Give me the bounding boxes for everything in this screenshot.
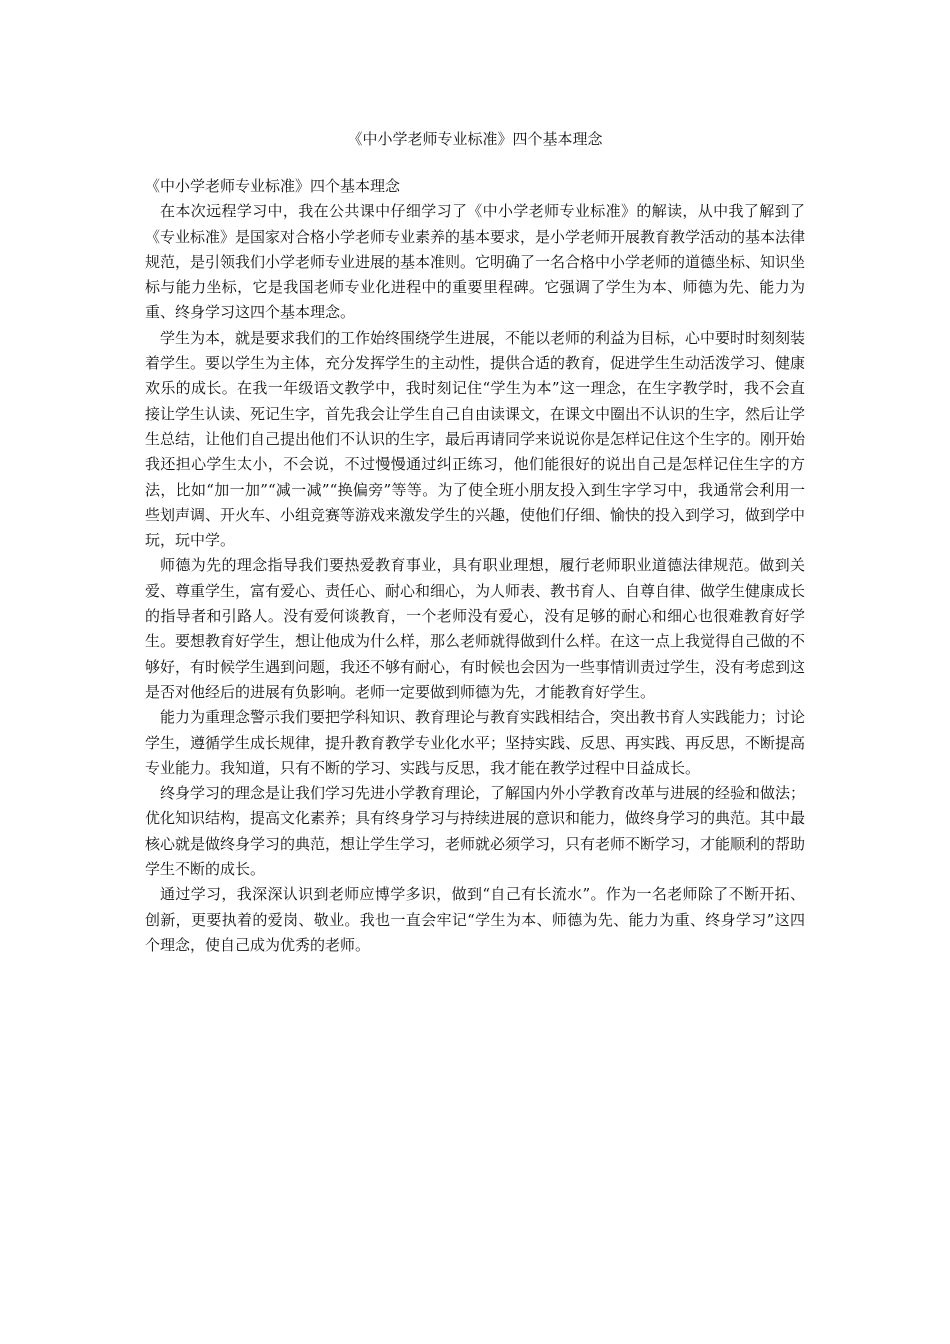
paragraph-intro: 在本次远程学习中，我在公共课中仔细学习了《中小学老师专业标准》的解读，从中我了解到了《专业标准》是国家对合格小学老师专业素养的基本要求，是小学老师开展教育教学活动的基本法律规范，是引领我们小学老师专业进展的基本准则。它明确了一名合格中小学老师的道德坐标、知识坐标与能力坐标，它是我国老师专业化进程中的重要里程碑。它强调了学生为本、师德为先、能力为重、终身学习这四个基本理念。 bbox=[145, 202, 806, 322]
paragraph-ability-focused: 能力为重理念警示我们要把学科知识、教育理论与教育实践相结合，突出教书育人实践能力；讨论学生，遵循学生成长规律，提升教育教学专业化水平；坚持实践、反思、再实践、再反思，不断提高专业能力。我知道，只有不断的学习、实践与反思，我才能在教学过程中日益成长。 bbox=[145, 708, 806, 777]
paragraph-lifelong-learning: 终身学习的理念是让我们学习先进小学教育理论，了解国内外小学教育改革与进展的经验和做法；优化知识结构，提高文化素养；具有终身学习与持续进展的意识和能力，做终身学习的典范。其中最核心就是做终身学习的典范，想让学生学习，老师就必须学习，只有老师不断学习，才能顺利的帮助学生不断的成长。 bbox=[145, 784, 806, 879]
paragraph-ethics-first: 师德为先的理念指导我们要热爱教育事业，具有职业理想，履行老师职业道德法律规范。做到关爱、尊重学生，富有爱心、责任心、耐心和细心，为人师表、教书育人、自尊自律、做学生健康成长的指导者和引路人。没有爱何谈教育，一个老师没有爱心，没有足够的耐心和细心也很难教育好学生。要想教育好学生，想让他成为什么样，那么老师就得做到什么样。在这一点上我觉得自己做的不够好，有时候学生遇到问题，我还不够有耐心，有时候也会因为一些事情训责过学生，没有考虑到这是否对他经后的进展有负影响。老师一定要做到师德为先，才能教育好学生。 bbox=[145, 556, 806, 701]
document-body bbox=[145, 174, 805, 958]
page-title: 《中小学老师专业标准》四个基本理念 bbox=[347, 130, 603, 148]
paragraph-conclusion: 通过学习，我深深认识到老师应博学多识，做到“自己有长流水”。作为一名老师除了不断开拓、创新，更要执着的爱岗、敬业。我也一直会牢记“学生为本、师德为先、能力为重、终身学习”这四个理念，使自己成为优秀的老师。 bbox=[145, 885, 805, 954]
document-subtitle: 《中小学老师专业标准》四个基本理念 bbox=[145, 177, 401, 195]
paragraph-student-centered: 学生为本，就是要求我们的工作始终围绕学生进展，不能以老师的利益为目标，心中要时时刻刻装着学生。要以学生为主体，充分发挥学生的主动性，提供合适的教育，促进学生生动活泼学习、健康欢乐的成长。在我一年级语文教学中，我时刻记住“学生为本”这一理念，在生字教学时，我不会直接让学生认读、死记生字，首先我会让学生自己自由读课文，在课文中圈出不认识的生字，然后让学生总结，让他们自己提出他们不认识的生字，最后再请同学来说说你是怎样记住这个生字的。刚开始我还担心学生太小，不会说，不过慢慢通过纠正练习，他们能很好的说出自己是怎样记住生字的方法，比如“加一加”“减一减”“换偏旁”等等。为了使全班小朋友投入到生字学习中，我通常会利用一些划声调、开火车、小组竞赛等游戏来激发学生的兴趣，使他们仔细、愉快的投入到学习，做到学中玩，玩中学。 bbox=[145, 328, 806, 550]
